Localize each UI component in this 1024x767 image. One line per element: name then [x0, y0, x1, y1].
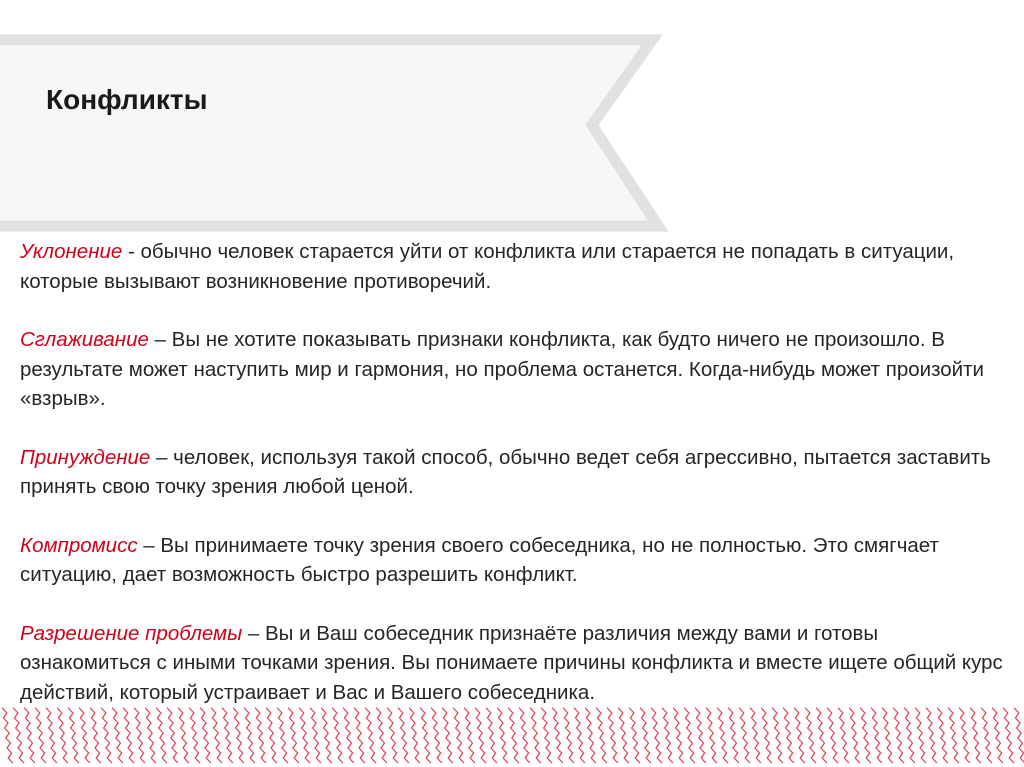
- zigzag-line: [387, 708, 398, 763]
- zigzag-line: [497, 708, 508, 763]
- zigzag-line: [475, 708, 486, 763]
- zigzag-line: [706, 708, 717, 763]
- paragraph-smoothing: [20, 325, 1010, 414]
- zigzag-line: [222, 708, 233, 763]
- zigzag-line: [563, 708, 574, 763]
- zigzag-line: [904, 708, 915, 763]
- zigzag-line: [57, 708, 68, 763]
- zigzag-line: [728, 708, 739, 763]
- zigzag-line: [1003, 708, 1014, 763]
- zigzag-line: [893, 708, 904, 763]
- zigzag-line: [35, 708, 46, 763]
- zigzag-line: [695, 708, 706, 763]
- zigzag-line: [651, 708, 662, 763]
- definition-compromise: – Вы принимаете точку зрения своего собеседника, но не полностью. Это смягчает ситуацию, дает возможность быстро разрешить конфликт.: [20, 533, 939, 586]
- slide-content: [20, 237, 1010, 736]
- zigzag-line: [937, 708, 948, 763]
- zigzag-line: [24, 708, 35, 763]
- zigzag-line: [211, 708, 222, 763]
- zigzag-line: [90, 708, 101, 763]
- zigzag-line: [772, 708, 783, 763]
- zigzag-line: [343, 708, 354, 763]
- zigzag-line: [970, 708, 981, 763]
- zigzag-line: [508, 708, 519, 763]
- zigzag-line: [13, 708, 24, 763]
- zigzag-line: [134, 708, 145, 763]
- zigzag-line: [288, 708, 299, 763]
- zigzag-line: [959, 708, 970, 763]
- zigzag-line: [178, 708, 189, 763]
- zigzag-line: [750, 708, 761, 763]
- term-smoothing: Сглаживание: [20, 328, 149, 351]
- zigzag-line: [827, 708, 838, 763]
- zigzag-line: [354, 708, 365, 763]
- title-banner-shape: [0, 0, 1024, 240]
- term-problem-solving: Разрешение проблемы: [20, 621, 243, 645]
- zigzag-line: [189, 708, 200, 763]
- decorative-zigzag-pattern: [0, 706, 1024, 767]
- zigzag-line: [530, 708, 541, 763]
- zigzag-line: [519, 708, 530, 763]
- zigzag-line: [618, 708, 629, 763]
- zigzag-line: [805, 708, 816, 763]
- zigzag-line: [299, 708, 310, 763]
- paragraph-coercion: [20, 443, 1010, 502]
- zigzag-line: [717, 708, 728, 763]
- zigzag-line: [79, 708, 90, 763]
- zigzag-line: [453, 708, 464, 763]
- zigzag-line: [321, 708, 332, 763]
- paragraph-avoidance: [20, 237, 1010, 296]
- definition-avoidance: - обычно человек старается уйти от конфликта или старается не попадать в ситуации, которые вызывают возникновение противоречий.: [20, 240, 955, 293]
- zigzag-line: [332, 708, 343, 763]
- zigzag-line: [596, 708, 607, 763]
- term-compromise: Компромисс: [20, 533, 138, 557]
- zigzag-line: [123, 708, 134, 763]
- zigzag-line: [684, 708, 695, 763]
- definition-coercion: – человек, используя такой способ, обычно ведет себя агрессивно, пытается заставить принять свою точку зрения любой ценой.: [20, 445, 991, 498]
- zigzag-line: [68, 708, 79, 763]
- zigzag-line: [926, 708, 937, 763]
- zigzag-line: [541, 708, 552, 763]
- zigzag-line: [244, 708, 255, 763]
- definition-smoothing: – Вы не хотите показывать признаки конфликта, как будто ничего не произошло. В результате может наступить мир и гармония, но проблема останется. Когда-нибудь может произойти «взрыв».: [20, 328, 984, 410]
- zigzag-line: [640, 708, 651, 763]
- zigzag-line: [662, 708, 673, 763]
- zigzag-line: [431, 708, 442, 763]
- zigzag-line: [145, 708, 156, 763]
- zigzag-line: [607, 708, 618, 763]
- zigzag-line: [255, 708, 266, 763]
- zigzag-line: [871, 708, 882, 763]
- zigzag-line: [266, 708, 277, 763]
- zigzag-line: [673, 708, 684, 763]
- paragraph-compromise: [20, 531, 1010, 590]
- zigzag-line: [398, 708, 409, 763]
- zigzag-line: [739, 708, 750, 763]
- slide-title: Конфликты: [46, 84, 208, 115]
- zigzag-line: [365, 708, 376, 763]
- definition-problem-solving: – Вы и Ваш собеседник признаёте различия между вами и готовы ознакомиться с иными точками зрения. Вы понимаете причины конфликта и вместе ищете общий курс действий, который устраивает и Вас и Вашего собеседника.: [20, 621, 1003, 704]
- zigzag-line: [992, 708, 1003, 763]
- zigzag-line: [574, 708, 585, 763]
- zigzag-line: [112, 708, 123, 763]
- zigzag-line: [310, 708, 321, 763]
- zigzag-line: [420, 708, 431, 763]
- zigzag-line: [2, 708, 13, 763]
- zigzag-line: [794, 708, 805, 763]
- term-coercion: Принуждение: [20, 445, 151, 469]
- zigzag-line: [860, 708, 871, 763]
- zigzag-line: [849, 708, 860, 763]
- zigzag-line: [761, 708, 772, 763]
- zigzag-line: [629, 708, 640, 763]
- zigzag-line: [882, 708, 893, 763]
- zigzag-line: [277, 708, 288, 763]
- zigzag-line: [585, 708, 596, 763]
- zigzag-line: [233, 708, 244, 763]
- zigzag-line: [948, 708, 959, 763]
- zigzag-line: [816, 708, 827, 763]
- paragraph-problem-solving: [20, 619, 1010, 708]
- zigzag-line: [167, 708, 178, 763]
- zigzag-line: [464, 708, 475, 763]
- zigzag-line: [156, 708, 167, 763]
- zigzag-line: [442, 708, 453, 763]
- zigzag-line: [486, 708, 497, 763]
- zigzag-line: [552, 708, 563, 763]
- zigzag-line: [1014, 708, 1024, 763]
- zigzag-line: [376, 708, 387, 763]
- zigzag-line: [981, 708, 992, 763]
- zigzag-line: [101, 708, 112, 763]
- zigzag-line: [409, 708, 420, 763]
- zigzag-line: [46, 708, 57, 763]
- zigzag-line: [783, 708, 794, 763]
- zigzag-line: [200, 708, 211, 763]
- zigzag-line: [838, 708, 849, 763]
- term-avoidance: Уклонение: [20, 240, 123, 263]
- zigzag-line: [915, 708, 926, 763]
